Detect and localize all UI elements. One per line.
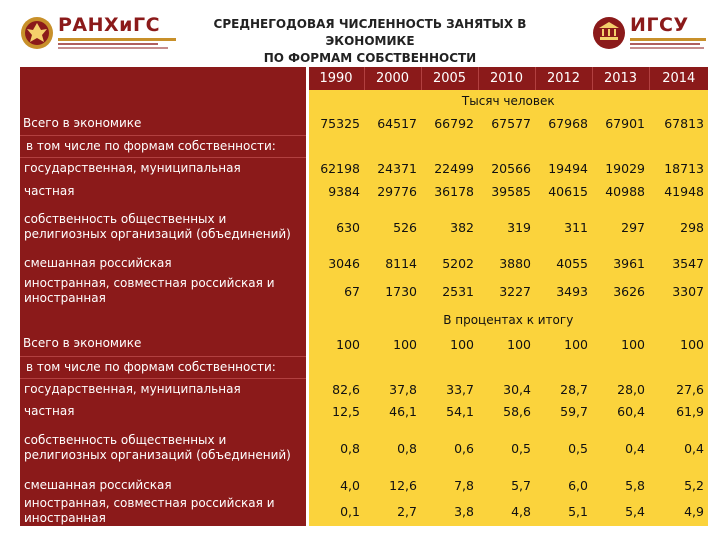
data-cell: 2010	[478, 67, 535, 90]
data-cell: 67901	[592, 112, 649, 135]
data-cell: 100	[592, 332, 649, 356]
empty-cell	[649, 356, 708, 378]
data-row	[20, 252, 708, 274]
data-cell: 36178	[421, 180, 478, 202]
data-cell: 28,0	[592, 378, 649, 400]
data-cell: 5,8	[592, 474, 649, 496]
data-cell: 0,4	[592, 422, 649, 474]
data-row	[20, 422, 708, 474]
data-cell: 382	[421, 202, 478, 252]
data-cell: 39585	[478, 180, 535, 202]
ranepa-logo-text: РАНХиГС	[58, 14, 161, 36]
data-cell: 2014	[649, 67, 708, 90]
row-label: в том числе по формам собственности:	[20, 135, 307, 157]
data-cell: 3307	[649, 274, 708, 308]
data-row	[20, 400, 708, 422]
data-cell: 3880	[478, 252, 535, 274]
data-cell: 100	[535, 332, 592, 356]
logo-stripe	[630, 43, 700, 45]
data-cell: 3961	[592, 252, 649, 274]
row-label: частная	[20, 180, 307, 202]
data-cell: 9384	[307, 180, 364, 202]
data-cell: 630	[307, 202, 364, 252]
title-line-2: ПО ФОРМАМ СОБСТВЕННОСТИ	[263, 51, 477, 65]
data-cell: 3227	[478, 274, 535, 308]
data-cell: 3,8	[421, 496, 478, 526]
row-label	[20, 90, 307, 112]
data-cell: 4,0	[307, 474, 364, 496]
data-cell: 0,4	[649, 422, 708, 474]
data-cell: 59,7	[535, 400, 592, 422]
unit-row	[20, 308, 708, 332]
data-cell: 2531	[421, 274, 478, 308]
data-cell: 100	[307, 332, 364, 356]
data-cell: 6,0	[535, 474, 592, 496]
data-cell: 1730	[364, 274, 421, 308]
year-header-row	[20, 67, 708, 90]
data-cell: 100	[649, 332, 708, 356]
data-cell: 2013	[592, 67, 649, 90]
data-cell: 3547	[649, 252, 708, 274]
row-label	[20, 308, 307, 332]
data-cell: 67	[307, 274, 364, 308]
ranepa-logo	[20, 12, 180, 56]
data-cell: 33,7	[421, 378, 478, 400]
logo-stripe	[630, 38, 706, 41]
data-cell: 298	[649, 202, 708, 252]
empty-cell	[649, 135, 708, 157]
data-cell: 2012	[535, 67, 592, 90]
data-row	[20, 157, 708, 180]
data-cell: 3626	[592, 274, 649, 308]
igsu-logo-text: ИГСУ	[630, 14, 689, 36]
row-label: иностранная, совместная российская и иностранная	[20, 274, 307, 308]
data-cell: 62198	[307, 157, 364, 180]
data-cell: 4,9	[649, 496, 708, 526]
page-title	[180, 16, 560, 67]
header	[0, 0, 720, 65]
data-cell: 67813	[649, 112, 708, 135]
unit-caption: Тысяч человек	[307, 90, 708, 112]
employment-table	[20, 67, 708, 526]
data-cell: 67577	[478, 112, 535, 135]
data-cell: 0,5	[535, 422, 592, 474]
row-label: иностранная, совместная российская и иностранная	[20, 496, 307, 526]
data-cell: 37,8	[364, 378, 421, 400]
empty-cell	[421, 356, 478, 378]
data-cell: 4,8	[478, 496, 535, 526]
empty-cell	[364, 356, 421, 378]
building-emblem-icon	[592, 16, 626, 50]
logo-stripe	[58, 43, 158, 45]
data-cell: 3046	[307, 252, 364, 274]
eagle-emblem-icon	[20, 16, 54, 50]
data-cell: 30,4	[478, 378, 535, 400]
data-cell: 19029	[592, 157, 649, 180]
data-cell: 0,6	[421, 422, 478, 474]
logo-stripe	[58, 38, 176, 41]
data-cell: 8114	[364, 252, 421, 274]
data-cell: 54,1	[421, 400, 478, 422]
including-row	[20, 135, 708, 157]
data-cell: 27,6	[649, 378, 708, 400]
title-line-1: СРЕДНЕГОДОВАЯ ЧИСЛЕННОСТЬ ЗАНЯТЫХ В ЭКОНОМИКЕ	[213, 17, 527, 48]
row-label: в том числе по формам собственности:	[20, 356, 307, 378]
row-label: государственная, муниципальная	[20, 157, 307, 180]
total-row	[20, 112, 708, 135]
data-cell: 2000	[364, 67, 421, 90]
empty-cell	[478, 135, 535, 157]
data-cell: 100	[421, 332, 478, 356]
row-label: государственная, муниципальная	[20, 378, 307, 400]
data-cell: 7,8	[421, 474, 478, 496]
data-cell: 75325	[307, 112, 364, 135]
data-cell: 5,4	[592, 496, 649, 526]
data-cell: 24371	[364, 157, 421, 180]
data-cell: 18713	[649, 157, 708, 180]
data-cell: 29776	[364, 180, 421, 202]
empty-cell	[307, 356, 364, 378]
data-cell: 0,8	[307, 422, 364, 474]
data-cell: 0,8	[364, 422, 421, 474]
row-label: смешанная российская	[20, 252, 307, 274]
data-cell: 100	[364, 332, 421, 356]
data-cell: 60,4	[592, 400, 649, 422]
data-cell: 5202	[421, 252, 478, 274]
data-cell: 311	[535, 202, 592, 252]
data-cell: 526	[364, 202, 421, 252]
data-cell: 5,7	[478, 474, 535, 496]
data-cell: 2,7	[364, 496, 421, 526]
data-cell: 319	[478, 202, 535, 252]
data-row	[20, 474, 708, 496]
data-cell: 297	[592, 202, 649, 252]
empty-cell	[535, 356, 592, 378]
including-row	[20, 356, 708, 378]
data-cell: 100	[478, 332, 535, 356]
data-row	[20, 274, 708, 308]
data-cell: 20566	[478, 157, 535, 180]
unit-row	[20, 90, 708, 112]
data-cell: 82,6	[307, 378, 364, 400]
logo-stripe	[58, 47, 168, 49]
unit-caption: В процентах к итогу	[307, 308, 708, 332]
empty-cell	[478, 356, 535, 378]
data-cell: 1990	[307, 67, 364, 90]
empty-cell	[535, 135, 592, 157]
data-cell: 5,2	[649, 474, 708, 496]
data-cell: 0,5	[478, 422, 535, 474]
data-cell: 64517	[364, 112, 421, 135]
data-row	[20, 202, 708, 252]
data-cell: 58,6	[478, 400, 535, 422]
row-label: частная	[20, 400, 307, 422]
data-cell: 19494	[535, 157, 592, 180]
data-cell: 28,7	[535, 378, 592, 400]
data-row	[20, 180, 708, 202]
data-cell: 67968	[535, 112, 592, 135]
data-cell: 12,5	[307, 400, 364, 422]
row-label: собственность общественных и религиозных организаций (объединений)	[20, 422, 307, 474]
data-cell: 66792	[421, 112, 478, 135]
empty-cell	[364, 135, 421, 157]
data-cell: 41948	[649, 180, 708, 202]
row-label: Всего в экономике	[20, 112, 307, 135]
empty-cell	[592, 356, 649, 378]
igsu-logo	[592, 12, 710, 56]
data-cell: 0,1	[307, 496, 364, 526]
row-label	[20, 67, 307, 90]
data-cell: 5,1	[535, 496, 592, 526]
data-cell: 4055	[535, 252, 592, 274]
row-label: Всего в экономике	[20, 332, 307, 356]
row-label: собственность общественных и религиозных организаций (объединений)	[20, 202, 307, 252]
data-cell: 12,6	[364, 474, 421, 496]
data-cell: 40988	[592, 180, 649, 202]
data-cell: 61,9	[649, 400, 708, 422]
data-cell: 22499	[421, 157, 478, 180]
empty-cell	[592, 135, 649, 157]
data-cell: 40615	[535, 180, 592, 202]
data-cell: 46,1	[364, 400, 421, 422]
total-row	[20, 332, 708, 356]
empty-cell	[421, 135, 478, 157]
data-row	[20, 496, 708, 526]
table-body	[20, 67, 708, 526]
data-row	[20, 378, 708, 400]
logo-stripe	[630, 47, 704, 49]
empty-cell	[307, 135, 364, 157]
data-cell: 3493	[535, 274, 592, 308]
row-label: смешанная российская	[20, 474, 307, 496]
data-cell: 2005	[421, 67, 478, 90]
